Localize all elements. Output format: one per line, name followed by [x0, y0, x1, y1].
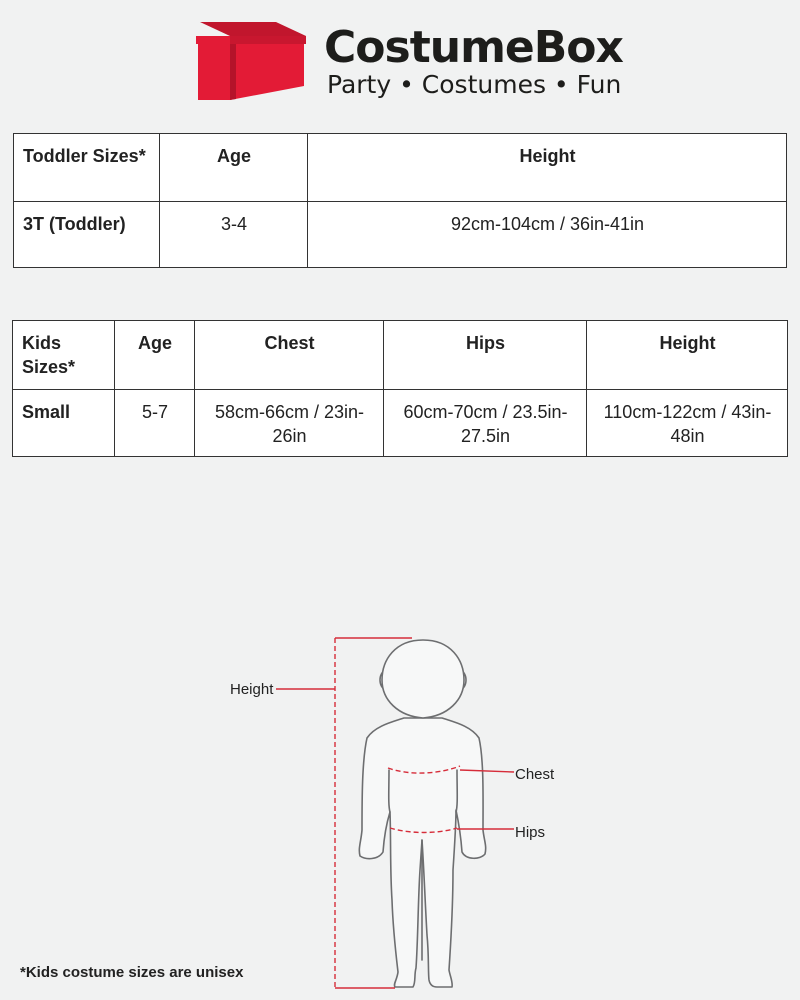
- header-age: Age: [160, 134, 308, 202]
- header-height: Height: [308, 134, 787, 202]
- header-hips: Hips: [384, 321, 587, 390]
- unisex-footnote: *Kids costume sizes are unisex: [20, 964, 244, 981]
- kids-size-table: [12, 320, 788, 457]
- child-figure-illustration: [0, 620, 800, 1000]
- brand-name: CostumeBox: [324, 22, 623, 73]
- chest-label: Chest: [515, 766, 555, 783]
- header-toddler-sizes: Toddler Sizes*: [14, 134, 160, 202]
- cell-height: 92cm-104cm / 36in-41in: [308, 202, 787, 268]
- costume-box-icon: [196, 20, 308, 102]
- cell-height: 110cm-122cm / 43in-48in: [587, 390, 788, 457]
- cell-age: 5-7: [115, 390, 195, 457]
- toddler-size-table: [13, 133, 787, 268]
- cell-age: 3-4: [160, 202, 308, 268]
- header-chest: Chest: [195, 321, 384, 390]
- measurement-diagram: [0, 620, 800, 1000]
- cell-size: Small: [13, 390, 115, 457]
- cell-hips: 60cm-70cm / 23.5in-27.5in: [384, 390, 587, 457]
- table-row: [13, 390, 788, 457]
- header-age: Age: [115, 321, 195, 390]
- hips-label: Hips: [515, 824, 546, 841]
- cell-chest: 58cm-66cm / 23in-26in: [195, 390, 384, 457]
- brand-logo: [196, 18, 623, 104]
- height-label: Height: [230, 681, 274, 698]
- header-height: Height: [587, 321, 788, 390]
- table-header-row: [13, 321, 788, 390]
- brand-tagline: Party • Costumes • Fun: [327, 70, 622, 99]
- header-kids-sizes: Kids Sizes*: [13, 321, 115, 390]
- cell-size: 3T (Toddler): [14, 202, 160, 268]
- table-row: [14, 202, 787, 268]
- table-header-row: [14, 134, 787, 202]
